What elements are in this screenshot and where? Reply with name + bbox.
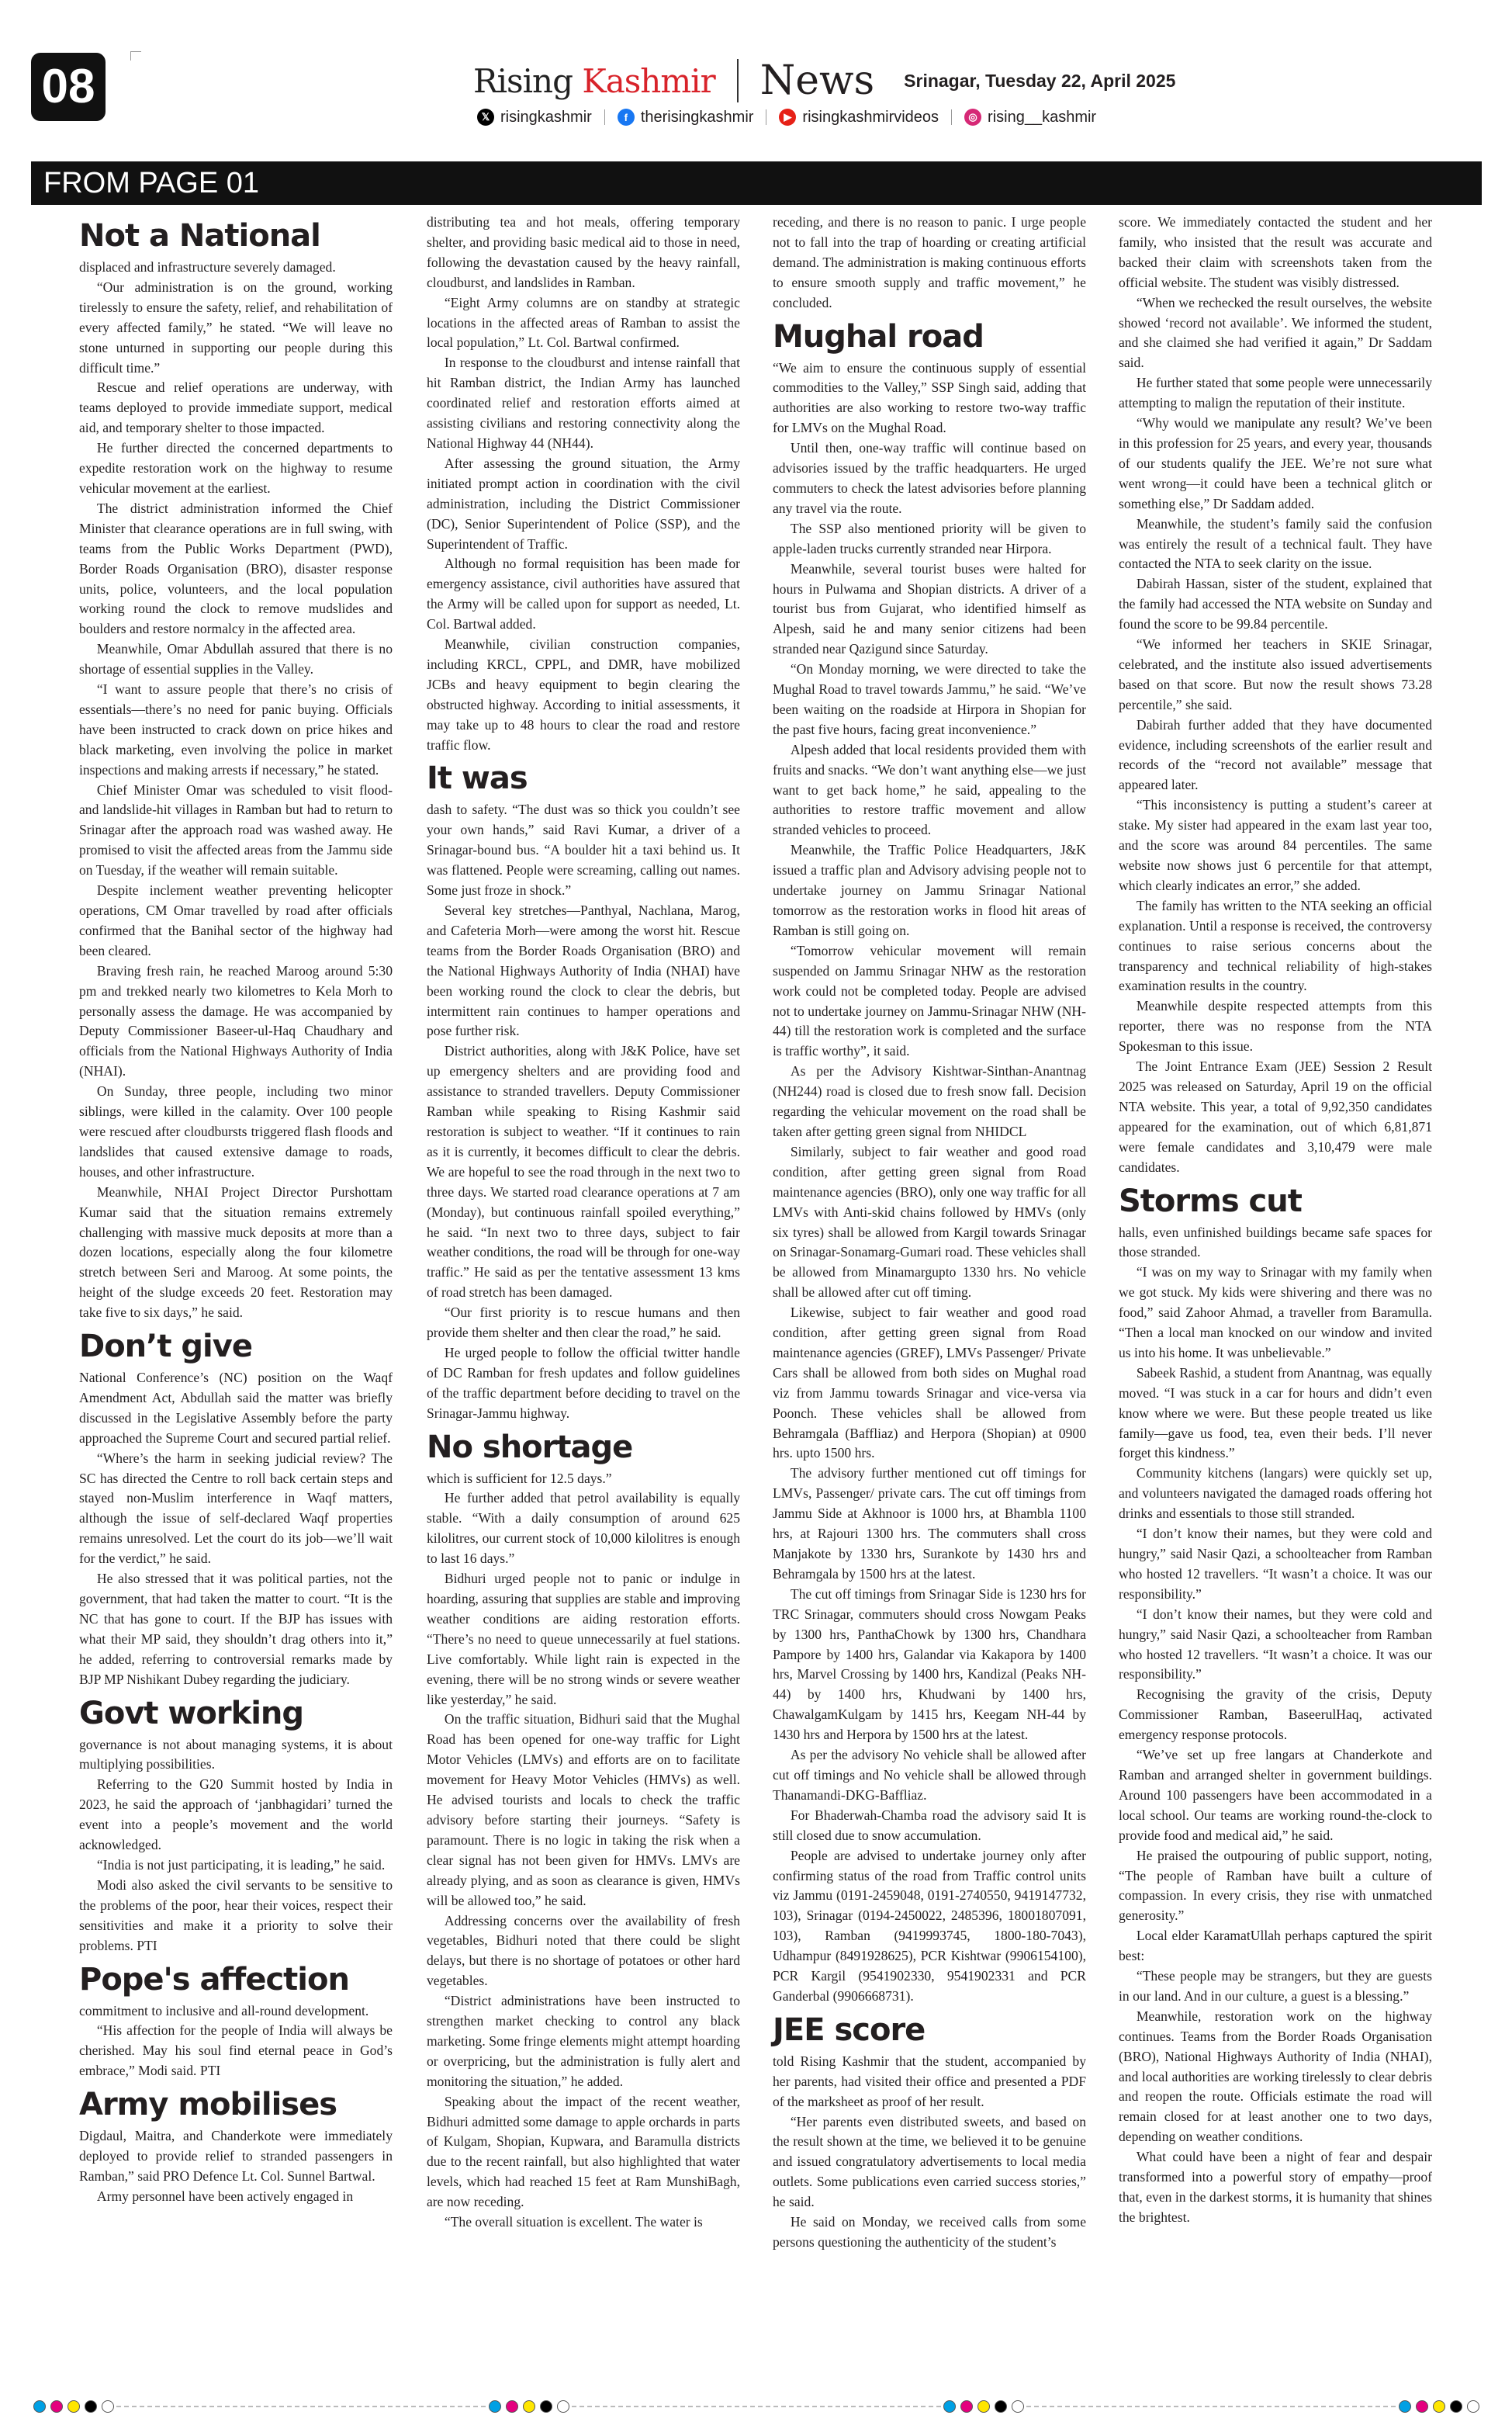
article-paragraph: He said on Monday, we received calls from some persons questioning the authenticity of the student’s bbox=[773, 2214, 1086, 2250]
brand-logo[interactable]: Rising Kashmir bbox=[473, 61, 715, 100]
article-paragraph: Although no formal requisition has been made for emergency assistance, civil authorities have assured that the Army will be called upon for support as needed, Lt. Col. Bartwal added. bbox=[427, 556, 740, 632]
color-swatch bbox=[977, 2400, 990, 2413]
article-paragraph: As per the advisory No vehicle shall be allowed after cut off timings and No vehicle shall be allowed through Thanamandi-DKG-Baffliaz. bbox=[773, 1747, 1086, 1803]
article-paragraph: In response to the cloudburst and intense rainfall that hit Ramban district, the Indian Army has launched coordinated relief and restoration efforts aimed at assisting civilians and restoring connectivity along the National Highway 44 (NH44). bbox=[427, 355, 740, 451]
article-paragraph: Chief Minister Omar was scheduled to visit flood- and landslide-hit villages in Ramban but had to return to Srinagar after the approach road was washed away. He promised to visit the affected areas from the Jammu side on Tuesday, if the weather will remain suitable. bbox=[79, 781, 393, 878]
article-paragraph: Rescue and relief operations are underway, with teams deployed to provide immediate support, medical aid, and temporary shelter to those impacted. bbox=[79, 379, 393, 436]
color-swatch bbox=[1416, 2400, 1428, 2413]
social-separator bbox=[951, 109, 952, 125]
color-swatch bbox=[960, 2400, 973, 2413]
column-4 bbox=[1119, 213, 1432, 2228]
article-paragraph: dash to safety. “The dust was so thick you couldn’t see your own hands,” said Ravi Kumar, a driver of a Srinagar-bound bus. “A boulder hit a taxi behind us. It was flattened. People were screaming, calling out names. Some just froze in shock.” bbox=[427, 802, 740, 899]
article-paragraph: governance is not about managing systems, it is about multiplying possibilities. bbox=[79, 1736, 393, 1772]
crop-mark bbox=[130, 51, 141, 61]
article-paragraph: Addressing concerns over the availability of fresh vegetables, Bidhuri noted that there could be slight delays, but there is no shortage of potatoes or other hard vegetables. bbox=[427, 1912, 740, 1989]
article-paragraph: Alpesh added that local residents provided them with fruits and snacks. “We don’t want anything else—we just want to get back home,” he said, appealing to the authorities to restore traffic movement and allow stranded vehicles to proceed. bbox=[773, 741, 1086, 838]
social-handle[interactable]: risingkashmirvideos bbox=[802, 108, 939, 126]
dateline: Srinagar, Tuesday 22, April 2025 bbox=[904, 70, 1176, 91]
article-headline: JEE score bbox=[773, 2011, 926, 2048]
article-paragraph: He further directed the concerned departments to expedite restoration work on the highway to resume vehicular movement at the earliest. bbox=[79, 440, 393, 496]
article-paragraph: He further stated that some people were unnecessarily attempting to malign the reputation of their institute. bbox=[1119, 375, 1432, 411]
article-paragraph: Meanwhile, NHAI Project Director Purshottam Kumar said that the situation remains extremely challenging with massive muck deposits at more than a dozen locations, especially along the four kilometre stretch between Seri and Maroog. At some points, the height of the sludge exceeds 20 feet. Restoration may take five to six days,” he said. bbox=[79, 1183, 393, 1321]
article-paragraph: Braving fresh rain, he reached Maroog around 5:30 pm and trekked nearly two kilometres to Kela Morh to personally assess the damage. He was accompanied by Deputy Commissioner Baseer-ul-Haq Chaudhary and officials from the National Highways Authority of India (NHAI). bbox=[79, 962, 393, 1079]
article-headline: Govt working bbox=[79, 1695, 304, 1731]
article-paragraph: “Our administration is on the ground, working tirelessly to ensure the safety, relief, and rehabilitation of every affected family,” he stated. “We will leave no stone unturned in supporting our people during this difficult time.” bbox=[79, 279, 393, 376]
article-paragraph: told Rising Kashmir that the student, accompanied by her parents, had visited their office and presented a PDF of the marksheet as proof of her result. bbox=[773, 2053, 1086, 2109]
article-paragraph: which is sufficient for 12.5 days.” bbox=[427, 1470, 612, 1486]
article-paragraph: He urged people to follow the official twitter handle of DC Ramban for fresh updates and follow guidelines of the traffic department before deciding to travel on the Srinagar-Jammu highway. bbox=[427, 1344, 740, 1421]
article-paragraph: As per the Advisory Kishtwar-Sinthan-Anantnag (NH244) road is closed due to fresh snow fall. Decision regarding the vehicular movement on the road shall be taken after getting green signal from NHIDCL bbox=[773, 1063, 1086, 1139]
facebook-icon[interactable]: f bbox=[618, 109, 635, 126]
article-paragraph: Similarly, subject to fair weather and good road condition, after getting green signal from Road maintenance agencies (BRO), only one way traffic for all LMVs with Anti-skid chains followed by HMVs (only six tyres) shall be allowed from Kargil towards Srinagar on Srinagar-Sonamarg-Gumari road. These vehicles shall be allowed from Minamargupto 1330 hrs. No vehicle shall be allowed after cut off timing. bbox=[773, 1143, 1086, 1301]
article-paragraph: District authorities, along with J&K Police, have set up emergency shelters and are providing food and assistance to stranded travellers. Deputy Commissioner Ramban while speaking to Rising Kashmir said restoration is subject to weather. “If it continues to rain as it is currently, it becomes difficult to clear the debris. We are hopeful to see the road through in the next two to three days. We started road clearance operations at 7 am (Monday), but continuous rainfall spoiled everything,” he said. “In next two to three days, subject to fair weather conditions, the road will be through for one-way traffic.” He said as per the tentative assessment 13 kms of road stretch has been damaged. bbox=[427, 1043, 740, 1301]
masthead bbox=[473, 57, 1175, 104]
article-paragraph: Local elder KaramatUllah perhaps captured the spirit best: bbox=[1119, 1928, 1432, 1964]
column-1 bbox=[79, 213, 393, 2207]
article-paragraph: “We aim to ensure the continuous supply of essential commodities to the Valley,” SSP Singh said, adding that authorities are also working to restore two-way traffic for LMVs on the Mughal Road. bbox=[773, 359, 1086, 436]
color-swatch bbox=[102, 2400, 114, 2413]
social-handle[interactable]: risingkashmir bbox=[500, 108, 592, 126]
article-paragraph: What could have been a night of fear and despair transformed into a powerful story of empathy—proof that, even in the darkest storms, it is humanity that shines the brightest. bbox=[1119, 2149, 1432, 2225]
registration-line bbox=[572, 2406, 942, 2407]
article-paragraph: The district administration informed the Chief Minister that clearance operations are in full swing, with teams from the Public Works Department (PWD), Border Roads Organisation (BRO), disaster response units, police, volunteers, and the local population working round the clock to remove mudslides and boulders and restore normalcy in the affected area. bbox=[79, 500, 393, 637]
article-headline: Storms cut bbox=[1119, 1183, 1302, 1219]
color-swatch bbox=[1012, 2400, 1024, 2413]
color-swatch bbox=[85, 2400, 97, 2413]
article-paragraph: Army personnel have been actively engaged in bbox=[96, 2188, 354, 2204]
article-paragraph: He also stressed that it was political parties, not the government, that had taken the matter to court. “It is the NC that has gone to court. If the BJP has issues with what their MP said, they shouldn’t drag others into it,” he added, referring to controversial remarks made by BJP MP Nishikant Dubey regarding the judiciary. bbox=[79, 1571, 393, 1687]
article-paragraph: On the traffic situation, Bidhuri said that the Mughal Road has been opened for one-way traffic for Light Motor Vehicles (LMVs) and efforts are on to facilitate movement for Heavy Motor Vehicles (HMVs) as well. He advised tourists and locals to check the traffic advisory before starting their journeys. “Safety is paramount. There is no logic in taking the risk when a clear signal has not been given for HMVs. LMVs are already plying, and as soon as clearance is given, HMVs will be allowed too,” he said. bbox=[427, 1711, 740, 1908]
article-paragraph: Meanwhile, civilian construction companies, including KRCL, CPPL, and DMR, have mobilized JCBs and heavy equipment to begin clearing the obstructed highway. According to initial assessments, it may take up to 48 hours to clear the road and restore traffic flow. bbox=[427, 636, 740, 753]
article-paragraph: “We’ve set up free langars at Chanderkote and Ramban and arranged shelter in government buildings. Around 100 passengers have been accommodated in a local school. Our teams are working round-the-clock to provide food and medical aid,” he said. bbox=[1119, 1747, 1432, 1843]
section-title: News bbox=[759, 57, 875, 104]
color-swatch bbox=[1433, 2400, 1445, 2413]
print-color-bar bbox=[31, 2398, 1482, 2415]
article-paragraph: The family has written to the NTA seeking an official explanation. Until a response is received, the controversy continues to raise serious concerns about the transparency and technical reliability of high-stakes examination results in the country. bbox=[1119, 897, 1432, 994]
color-swatch bbox=[33, 2400, 46, 2413]
article-paragraph: “Tomorrow vehicular movement will remain suspended on Jammu Srinagar NHW as the restoration work could not be completed today. People are advised not to undertake journey on Jammu-Srinagar NHW (NH-44) till the restoration work is completed and the surface is traffic worthy”, it said. bbox=[773, 942, 1086, 1059]
color-swatch bbox=[557, 2400, 569, 2413]
color-swatch bbox=[523, 2400, 535, 2413]
youtube-icon[interactable]: ▶ bbox=[779, 109, 796, 126]
article-paragraph: “I was on my way to Srinagar with my family when we got stuck. My kids were shivering and there was no food,” said Zahoor Ahmad, a traveller from Baramulla. “Then a local man knocked on our window and invited us into his home. It was unbelievable.” bbox=[1119, 1264, 1432, 1360]
article-paragraph: Dabirah further added that they have documented evidence, including screenshots of the earlier result and records of the “record not available” message that appeared later. bbox=[1119, 716, 1432, 793]
color-swatch bbox=[67, 2400, 80, 2413]
article-paragraph: “We informed her teachers in SKIE Srinagar, celebrated, and the institute also issued advertisements based on that score. But now the result shows 73.28 percentile,” she said. bbox=[1119, 636, 1432, 712]
article-paragraph: Referring to the G20 Summit hosted by India in 2023, he said the approach of ‘janbhagidari’ turned the event into a people’s movement and the world acknowledged. bbox=[79, 1776, 393, 1853]
article-paragraph: Modi also asked the civil servants to be sensitive to the problems of the poor, hear their voices, respect their sensitivities and make it a priority to solve their problems. PTI bbox=[79, 1876, 393, 1953]
page-number: 08 bbox=[31, 53, 106, 121]
column-2 bbox=[427, 213, 740, 2233]
registration-line bbox=[1026, 2406, 1396, 2407]
article-headline: Not a National bbox=[79, 218, 320, 254]
article-paragraph: “When we rechecked the result ourselves, the website showed ‘record not available’. We informed the student, and she claimed she had verified it again,” Dr Saddam said. bbox=[1119, 294, 1432, 371]
article-paragraph: The advisory further mentioned cut off timings for LMVs, Passenger/ private cars. The cut off timings from Jammu Side at Akhnoor is 1000 hrs, at Bhambla 1100 hrs, at Rajouri 1300 hrs. The commuters shall cross Manjakote by 1330 hrs, Surankote by 1430 hrs and Behramgala by 1500 hrs at the latest. bbox=[773, 1465, 1086, 1582]
article-paragraph: Meanwhile, several tourist buses were halted for hours in Pulwama and Shopian districts. A driver of a tourist bus from Gujarat, who identified himself as Alpesh, said he and many senior citizens had been stranded near Qazigund since Saturday. bbox=[773, 560, 1086, 657]
article-paragraph: “Why would we manipulate any result? We’ve been in this profession for 25 years, and every year, thousands of our students qualify the JEE. We’re not sure what went wrong—it could have been a technical glitch or something else,” Dr Saddam added. bbox=[1119, 415, 1432, 511]
color-swatch bbox=[50, 2400, 63, 2413]
social-handles bbox=[477, 104, 1096, 130]
article-paragraph: Recognising the gravity of the crisis, Deputy Commissioner Ramban, BaseerulHaq, activated emergency response protocols. bbox=[1119, 1686, 1432, 1743]
article-paragraph: “Her parents even distributed sweets, and based on the result shown at the time, we believed it to be genuine and issued congratulatory advertisements to local media outlets. Some publications even carried success stories,” he said. bbox=[773, 2113, 1086, 2210]
article-paragraph: “I want to assure people that there’s no crisis of essentials—there’s no need for panic buying. Officials have been instructed to crack down on price hikes and black marketing, even involving the police in market inspections and making arrests if necessary,” he stated. bbox=[79, 681, 393, 778]
article-paragraph: “India is not just participating, it is leading,” he said. bbox=[96, 1856, 386, 1873]
x-icon[interactable]: 𝕏 bbox=[477, 109, 494, 126]
article-paragraph: score. We immediately contacted the student and her family, who insisted that the result was accurate and backed their claim with screenshots taken from the official website. The student was visibly distressed. bbox=[1119, 214, 1432, 290]
article-headline: Don’t give bbox=[79, 1329, 252, 1365]
social-separator bbox=[604, 109, 605, 125]
color-swatch bbox=[1467, 2400, 1479, 2413]
article-paragraph: Digdaul, Maitra, and Chanderkote were immediately deployed to provide relief to stranded passengers in Ramban,” said PRO Defence Lt. Col. Sunnel Bartwal. bbox=[79, 2128, 393, 2184]
article-paragraph: “Eight Army columns are on standby at strategic locations in the affected areas of Ramban to assist the local population,” Lt. Col. Bartwal confirmed. bbox=[427, 294, 740, 351]
color-swatch bbox=[506, 2400, 518, 2413]
article-paragraph: “The overall situation is excellent. The water is bbox=[444, 2214, 703, 2230]
article-paragraph: distributing tea and hot meals, offering temporary shelter, and providing basic medical aid to those in need, following the devastation caused by the heavy rainfall, cloudburst, and landslides in Ramban. bbox=[427, 214, 740, 290]
article-paragraph: People are advised to undertake journey only after confirming status of the road from Traffic control units viz Jammu (0191-2459048, 0191-2740550, 9419147732, 103), Srinagar (0194-2450022, 2485396, 18001807091, 103), Ramban (9419993745, 1800-180-7043), Udhampur (8491928625), PCR Kishtwar (9906154100), PCR Kargil (9541902330, 9541902331 and PCR Ganderbal (9906668731). bbox=[773, 1847, 1086, 2004]
article-paragraph: “Where’s the harm in seeking judicial review? The SC has directed the Centre to roll back certain steps and stayed non-Muslim interference in Waqf matters, although the issue of self-declared Waqf properties remains unresolved. Let the court do its job—we’ll wait for the verdict,” he said. bbox=[79, 1450, 393, 1567]
article-paragraph: Likewise, subject to fair weather and good road condition, after getting green signal from Road maintenance agencies (GREF), LMVs Passenger/ Private Cars shall be allowed from both sides on Mughal road viz from Jammu towards Srinagar and vice-versa via Poonch. These vehicles shall be allowed from Behramgala (Baffliaz) and Herpora (Shopian) at 0900 hrs. upto 1500 hrs. bbox=[773, 1305, 1086, 1461]
article-paragraph: Sabeek Rashid, a student from Anantnag, was equally moved. “I was stuck in a car for hours and didn’t even know where we were. But these people treated us like family—gave us food, tea, even their beds. I’ll never forget this kindness.” bbox=[1119, 1364, 1432, 1461]
article-paragraph: Dabirah Hassan, sister of the student, explained that the family had accessed the NTA website on Sunday and found the score to be 99.84 percentile. bbox=[1119, 576, 1432, 632]
article-headline: No shortage bbox=[427, 1429, 633, 1465]
article-paragraph: “District administrations have been instructed to strengthen market checking to control any black marketing. Some fringe elements might attempt hoarding or overpricing, but the administration is fully alert and monitoring the situation,” he added. bbox=[427, 1993, 740, 2089]
social-handle[interactable]: rising__kashmir bbox=[988, 108, 1097, 126]
article-paragraph: “I don’t know their names, but they were cold and hungry,” said Nasir Qazi, a schoolteacher from Ramban who hosted 12 travellers. “It wasn’t a choice. It was our responsibility.” bbox=[1119, 1606, 1432, 1682]
article-paragraph: Meanwhile, Omar Abdullah assured that there is no shortage of essential supplies in the Valley. bbox=[79, 641, 393, 677]
article-paragraph: The SSP also mentioned priority will be given to apple-laden trucks currently stranded near Hirpora. bbox=[773, 520, 1086, 556]
article-paragraph: commitment to inclusive and all-round development. bbox=[79, 2002, 369, 2018]
instagram-icon[interactable]: ◎ bbox=[964, 109, 981, 126]
article-paragraph: “I don’t know their names, but they were cold and hungry,” said Nasir Qazi, a schoolteacher from Ramban who hosted 12 travellers. “It wasn’t a choice. It was our responsibility.” bbox=[1119, 1526, 1432, 1602]
article-paragraph: On Sunday, three people, including two minor siblings, were killed in the calamity. Over 100 people were rescued after cloudbursts triggered flash floods and landslides that caused extensive damage to roads, houses, and other infrastructure. bbox=[79, 1083, 393, 1180]
article-paragraph: Meanwhile despite respected attempts from this reporter, there was no response from the NTA Spokesman to this issue. bbox=[1119, 998, 1432, 1055]
masthead-divider bbox=[737, 59, 739, 102]
article-paragraph: Meanwhile, restoration work on the highway continues. Teams from the Border Roads Organisation (BRO), National Highways Authority of India (NHAI), and local authorities are working tirelessly to clear debris and reopen the route. Officials estimate the road will remain closed for at least another one to two days, depending on weather conditions. bbox=[1119, 2008, 1432, 2145]
article-paragraph: displaced and infrastructure severely damaged. bbox=[79, 259, 336, 275]
color-swatch bbox=[1399, 2400, 1411, 2413]
article-paragraph: Meanwhile, the Traffic Police Headquarters, J&K issued a traffic plan and Advisory advising people not to undertake journey on Jammu Srinagar National tomorrow as the restoration works in flood hit areas of Ramban is still going on. bbox=[773, 842, 1086, 938]
article-paragraph: “This inconsistency is putting a student’s career at stake. My sister had appeared in the exam last year too, and the score was around 84 percentiles. The same website now shows just 6 percentile for that attempt, which clearly indicates an error,” she added. bbox=[1119, 797, 1432, 893]
registration-line bbox=[116, 2406, 486, 2407]
article-paragraph: The Joint Entrance Exam (JEE) Session 2 Result 2025 was released on Saturday, April 19 on the official NTA website. This year, a total of 9,92,350 candidates appeared for the examination, out of which 6,81,871 were female candidates and 3,10,479 were male candidates. bbox=[1119, 1059, 1432, 1175]
article-paragraph: National Conference’s (NC) position on the Waqf Amendment Act, Abdullah said the matter was briefly discussed in the Legislative Assembly before the party approached the Supreme Court and secured partial relief. bbox=[79, 1370, 393, 1446]
article-paragraph: “These people may be strangers, but they are guests in our land. And in our culture, a guest is a blessing.” bbox=[1119, 1968, 1432, 2004]
article-paragraph: Community kitchens (langars) were quickly set up, and volunteers navigated the damaged roads offering hot drinks and essentials to those still stranded. bbox=[1119, 1465, 1432, 1522]
article-paragraph: “On Monday morning, we were directed to take the Mughal Road to travel towards Jammu,” he said. “We’ve been waiting on the roadside at Hirpora in Shopian for the past five hours, facing great inconvenience.” bbox=[773, 661, 1086, 737]
column-3 bbox=[773, 213, 1086, 2253]
color-swatch bbox=[943, 2400, 956, 2413]
from-page-banner: FROM PAGE 01 bbox=[31, 161, 1482, 205]
article-paragraph: Several key stretches—Panthyal, Nachlana, Marog, and Cafeteria Morh—were among the worst hit. Rescue teams from the Border Roads Organisation (BRO) and the National Highways Authority of India (NHAI) have been working round the clock to clear the debris, but intermittent rain continues to hamper operations and pose further risk. bbox=[427, 903, 740, 1039]
article-paragraph: He praised the outpouring of public support, noting, “The people of Ramban have built a culture of compassion. In every crisis, they rise with unmatched generosity.” bbox=[1119, 1847, 1432, 1924]
color-swatch bbox=[1450, 2400, 1462, 2413]
article-paragraph: halls, even unfinished buildings became safe spaces for those stranded. bbox=[1119, 1224, 1432, 1260]
article-paragraph: Until then, one-way traffic will continue based on advisories issued by the traffic headquarters. He urged commuters to check the latest advisories before planning any travel via the route. bbox=[773, 440, 1086, 516]
article-paragraph: “Our first priority is to rescue humans and then provide them shelter and then clear the road,” he said. bbox=[427, 1305, 740, 1341]
article-paragraph: For Bhaderwah-Chamba road the advisory said It is still closed due to snow accumulation. bbox=[773, 1807, 1086, 1843]
article-paragraph: He further added that petrol availability is equally stable. “With a daily consumption of around 625 kilolitres, our current stock of 10,000 kilolitres is enough to last 16 days.” bbox=[427, 1490, 740, 1567]
color-swatch bbox=[540, 2400, 552, 2413]
article-paragraph: The cut off timings from Srinagar Side is 1230 hrs for TRC Srinagar, commuters should cross Nowgam Peaks by 1300 hrs, PanthaChowk by 1300 hrs, Chandhara Pampore by 1400 hrs, Galandar via Kakapora by 1400 hrs, Marvel Crossing by 1400 hrs, Kandizal (Peaks NH-44) by 1400 hrs, Khudwani by 1400 hrs, ChawalgamKulgam by 1415 hrs, Keegam NH-44 by 1430 hrs and Herpora by 1500 hrs at the latest. bbox=[773, 1585, 1086, 1743]
article-headline: Mughal road bbox=[773, 318, 984, 355]
article-headline: It was bbox=[427, 761, 528, 797]
article-paragraph: Meanwhile, the student’s family said the confusion was entirely the result of a technical fault. They have contacted the NTA to seek clarity on the issue. bbox=[1119, 515, 1432, 572]
article-headline: Pope's affection bbox=[79, 1961, 349, 1998]
article-paragraph: Bidhuri urged people not to panic or indulge in hoarding, assuring that supplies are stable and improving weather conditions are aiding restoration efforts. “There’s no need to queue unnecessarily at fuel stations. Live comfortably. While light rain is expected in the evening, there will be no strong winds or severe weather like yesterday,” he said. bbox=[427, 1571, 740, 1707]
color-swatch bbox=[995, 2400, 1007, 2413]
article-paragraph: Speaking about the impact of the recent weather, Bidhuri admitted some damage to apple orchards in parts of Kulgam, Shopian, Kupwara, and Baramulla districts due to the recent rainfall, but also highlighted that water levels, which had reached 15 feet at Ram MunshiBagh, are now receding. bbox=[427, 2093, 740, 2210]
article-paragraph: “His affection for the people of India will always be cherished. May his soul find eternal peace in God’s embrace,” Modi said. PTI bbox=[79, 2022, 393, 2079]
color-swatch bbox=[489, 2400, 501, 2413]
article-paragraph: Despite inclement weather preventing helicopter operations, CM Omar travelled by road after officials confirmed that the Banihal sector of the highway had been cleared. bbox=[79, 882, 393, 958]
article-paragraph: receding, and there is no reason to panic. I urge people not to fall into the trap of hoarding or creating artificial demand. The administration is making continuous efforts to ensure smooth supply and traffic movement,” he concluded. bbox=[773, 214, 1086, 310]
social-handle[interactable]: therisingkashmir bbox=[640, 108, 754, 126]
article-headline: Army mobilises bbox=[79, 2087, 337, 2123]
article-paragraph: After assessing the ground situation, the Army initiated prompt action in coordination with the civil administration, including the District Commissioner (DC), Senior Superintendent of Police (SSP), and the Superintendent of Traffic. bbox=[427, 455, 740, 552]
